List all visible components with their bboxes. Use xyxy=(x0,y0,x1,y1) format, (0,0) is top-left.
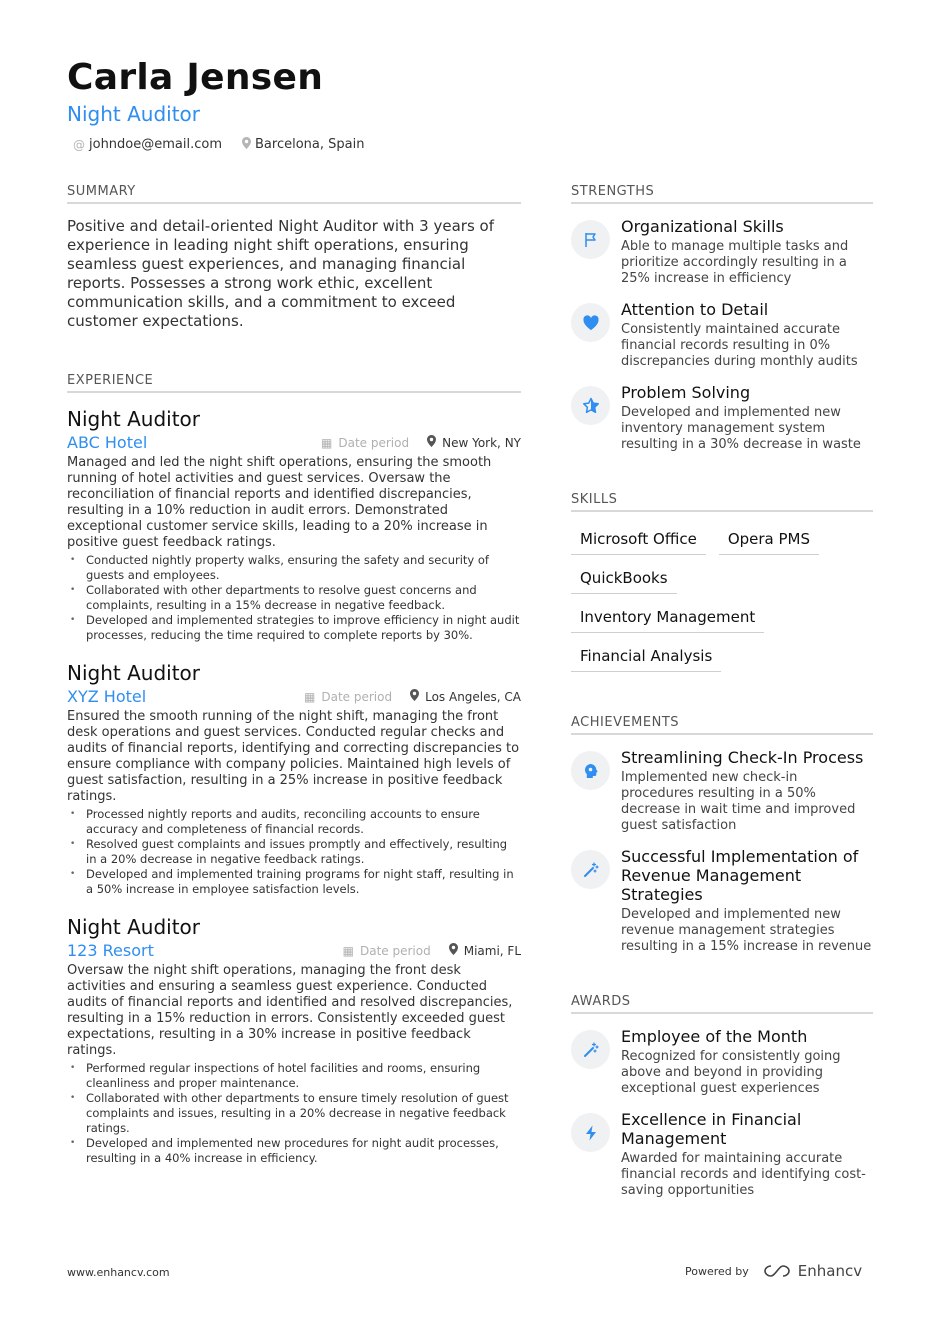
resume-header xyxy=(67,56,873,152)
skills-heading: SKILLS xyxy=(571,492,873,512)
strength-item xyxy=(571,300,873,370)
job-location xyxy=(449,943,521,958)
skill-tag: Financial Analysis xyxy=(571,642,721,672)
candidate-title: Night Auditor xyxy=(67,102,200,126)
job-bullet: • Developed and implemented training programs for night staff, resulting in a 50% increase in employee satisfaction levels. xyxy=(67,867,521,897)
calendar-icon: ▦ xyxy=(304,689,316,704)
flag-icon xyxy=(571,220,610,259)
summary-heading: SUMMARY xyxy=(67,184,521,204)
company-name: 123 Resort xyxy=(67,941,154,960)
experience-heading: EXPERIENCE xyxy=(67,373,521,393)
magic-wand-icon xyxy=(571,1030,610,1069)
job-description: Managed and led the night shift operations, ensuring the smooth running of hotel activities and guest services. Oversaw the reconciliation of financial reports and identified discrepancies, resulting in a 10% reduction in audit errors. Demonstrated exceptional customer service skills, leading to a 20% increase in positive guest feedback ratings. xyxy=(67,455,492,550)
achievement-item xyxy=(571,748,873,834)
award-title: Excellence in Financial Management xyxy=(621,1110,802,1148)
skills-list xyxy=(571,525,873,672)
award-item xyxy=(571,1027,873,1097)
job-bullet: • Collaborated with other departments to resolve guest concerns and complaints, resulting in a 15% decrease in negative feedback. xyxy=(67,583,521,613)
achievement-title: Streamlining Check-In Process xyxy=(621,748,864,767)
company-name: XYZ Hotel xyxy=(67,687,147,706)
footer-website[interactable]: www.enhancv.com xyxy=(67,1266,170,1279)
job-description: Ensured the smooth running of the night shift, managing the front desk operations and guest services. Conducted regular checks and audits of financial reports, identifying and correcting discrepancies to ensure compliance with company policies. Maintained high levels of guest satisfaction, resulting in a 25% increase in positive feedback ratings. xyxy=(67,709,520,804)
date-text: Date period xyxy=(321,689,393,704)
company-name: ABC Hotel xyxy=(67,433,148,452)
skill-tag: Opera PMS xyxy=(719,525,819,555)
award-title: Employee of the Month xyxy=(621,1027,808,1046)
job-description: Oversaw the night shift operations, managing the front desk activities and ensuring a seamless guest experience. Conducted audits of financial reports and identified and resolved discrepancies, resulting in a 15% reduction in errors. Consistently exceeded guest expectations, resulting in a 30% increase in positive feedback ratings. xyxy=(67,963,513,1058)
skill-tag: Microsoft Office xyxy=(571,525,706,555)
footer-branding xyxy=(685,1262,862,1280)
achievement-desc: Developed and implemented new revenue management strategies resulting in a 15% increase in revenue xyxy=(621,907,872,954)
summary-text: Positive and detail-oriented Night Auditor with 3 years of experience in leading night shift operations, ensuring seamless guest experiences, and managing financial reports. Possesses a strong work ethic, excellent communication skills, and a commitment to exceed customer expectations. xyxy=(67,217,495,330)
awards-heading: AWARDS xyxy=(571,994,873,1014)
heart-icon xyxy=(571,303,610,342)
job-meta-row xyxy=(67,687,521,706)
strength-item xyxy=(571,217,873,287)
experience-entry xyxy=(67,914,521,1166)
strength-title: Organizational Skills xyxy=(621,217,784,236)
award-desc: Awarded for maintaining accurate financial records and identifying cost-saving opportunities xyxy=(621,1151,866,1198)
infinity-logo-icon xyxy=(763,1263,793,1279)
experience-entry xyxy=(67,406,521,643)
strength-desc: Able to manage multiple tasks and prioritize accordingly resulting in a 25% increase in efficiency xyxy=(621,239,849,286)
strength-desc: Consistently maintained accurate financial records resulting in 0% discrepancies during monthly audits xyxy=(621,322,858,369)
job-meta xyxy=(304,689,521,704)
job-date xyxy=(304,690,392,704)
lightning-icon xyxy=(571,1113,610,1152)
job-title: Night Auditor xyxy=(67,661,200,685)
strength-desc: Developed and implemented new inventory management system resulting in a 30% decrease in waste xyxy=(621,405,861,452)
location-pin-icon xyxy=(427,435,436,450)
skill-tag: QuickBooks xyxy=(571,564,677,594)
job-bullets xyxy=(67,807,521,897)
achievement-title: Successful Implementation of Revenue Management Strategies xyxy=(621,847,859,904)
job-bullet: • Processed nightly reports and audits, reconciling accounts to ensure accuracy and completeness of financial records. xyxy=(67,807,521,837)
date-text: Date period xyxy=(359,943,431,958)
job-bullet: • Developed and implemented new procedures for night audit processes, resulting in a 40% increase in efficiency. xyxy=(67,1136,521,1166)
location-text: Miami, FL xyxy=(463,943,521,958)
strength-title: Problem Solving xyxy=(621,383,751,402)
job-meta xyxy=(321,435,521,450)
experience-entry xyxy=(67,660,521,897)
job-title: Night Auditor xyxy=(67,915,200,939)
strength-item xyxy=(571,383,873,453)
achievement-desc: Implemented new check-in procedures resulting in a 50% decrease in wait time and improved guest satisfaction xyxy=(621,770,856,833)
right-column xyxy=(571,184,873,1199)
at-icon: @ xyxy=(73,137,85,152)
contact-info xyxy=(73,137,873,152)
job-meta-row xyxy=(67,941,521,960)
magic-wand-icon xyxy=(571,850,610,889)
achievement-item xyxy=(571,847,873,955)
job-date xyxy=(321,436,409,450)
strengths-heading: STRENGTHS xyxy=(571,184,873,204)
candidate-name: Carla Jensen xyxy=(67,57,324,98)
star-icon xyxy=(571,386,610,425)
location-pin-icon xyxy=(242,137,251,152)
job-bullets xyxy=(67,553,521,643)
location-item xyxy=(242,137,364,152)
job-date xyxy=(343,944,431,958)
award-item xyxy=(571,1110,873,1199)
skill-tag: Inventory Management xyxy=(571,603,764,633)
job-location xyxy=(427,435,521,450)
job-title: Night Auditor xyxy=(67,407,200,431)
job-bullet: • Resolved guest complaints and issues promptly and effectively, resulting in a 20% decrease in negative feedback ratings. xyxy=(67,837,521,867)
job-bullet: • Performed regular inspections of hotel facilities and rooms, ensuring cleanliness and proper maintenance. xyxy=(67,1061,521,1091)
calendar-icon: ▦ xyxy=(342,943,354,958)
job-meta xyxy=(343,943,521,958)
job-bullet: • Conducted nightly property walks, ensuring the safety and security of guests and employees. xyxy=(67,553,521,583)
email-item[interactable] xyxy=(73,137,222,152)
achievements-heading: ACHIEVEMENTS xyxy=(571,715,873,735)
award-desc: Recognized for consistently going above and beyond in providing exceptional guest experiences xyxy=(621,1049,841,1096)
enhancv-logo[interactable] xyxy=(763,1262,862,1280)
head-icon xyxy=(571,751,610,790)
job-bullets xyxy=(67,1061,521,1166)
strength-title: Attention to Detail xyxy=(621,300,769,319)
location-text: Los Angeles, CA xyxy=(425,689,521,704)
date-text: Date period xyxy=(338,435,410,450)
job-meta-row xyxy=(67,433,521,452)
job-bullet: • Collaborated with other departments to ensure timely resolution of guest complaints and issues, resulting in a 20% decrease in negative feedback ratings. xyxy=(67,1091,521,1136)
location-pin-icon xyxy=(449,943,458,958)
job-bullet: • Developed and implemented strategies to improve efficiency in night audit processes, reducing the time required to complete reports by 30%. xyxy=(67,613,521,643)
email-text: johndoe@email.com xyxy=(89,137,222,152)
left-column xyxy=(67,184,521,1166)
brand-name: Enhancv xyxy=(797,1262,863,1280)
job-location xyxy=(410,689,521,704)
location-text: New York, NY xyxy=(442,435,521,450)
location-pin-icon xyxy=(410,689,419,704)
location-text: Barcelona, Spain xyxy=(255,137,365,152)
calendar-icon: ▦ xyxy=(321,435,333,450)
powered-by-label: Powered by xyxy=(685,1264,749,1278)
